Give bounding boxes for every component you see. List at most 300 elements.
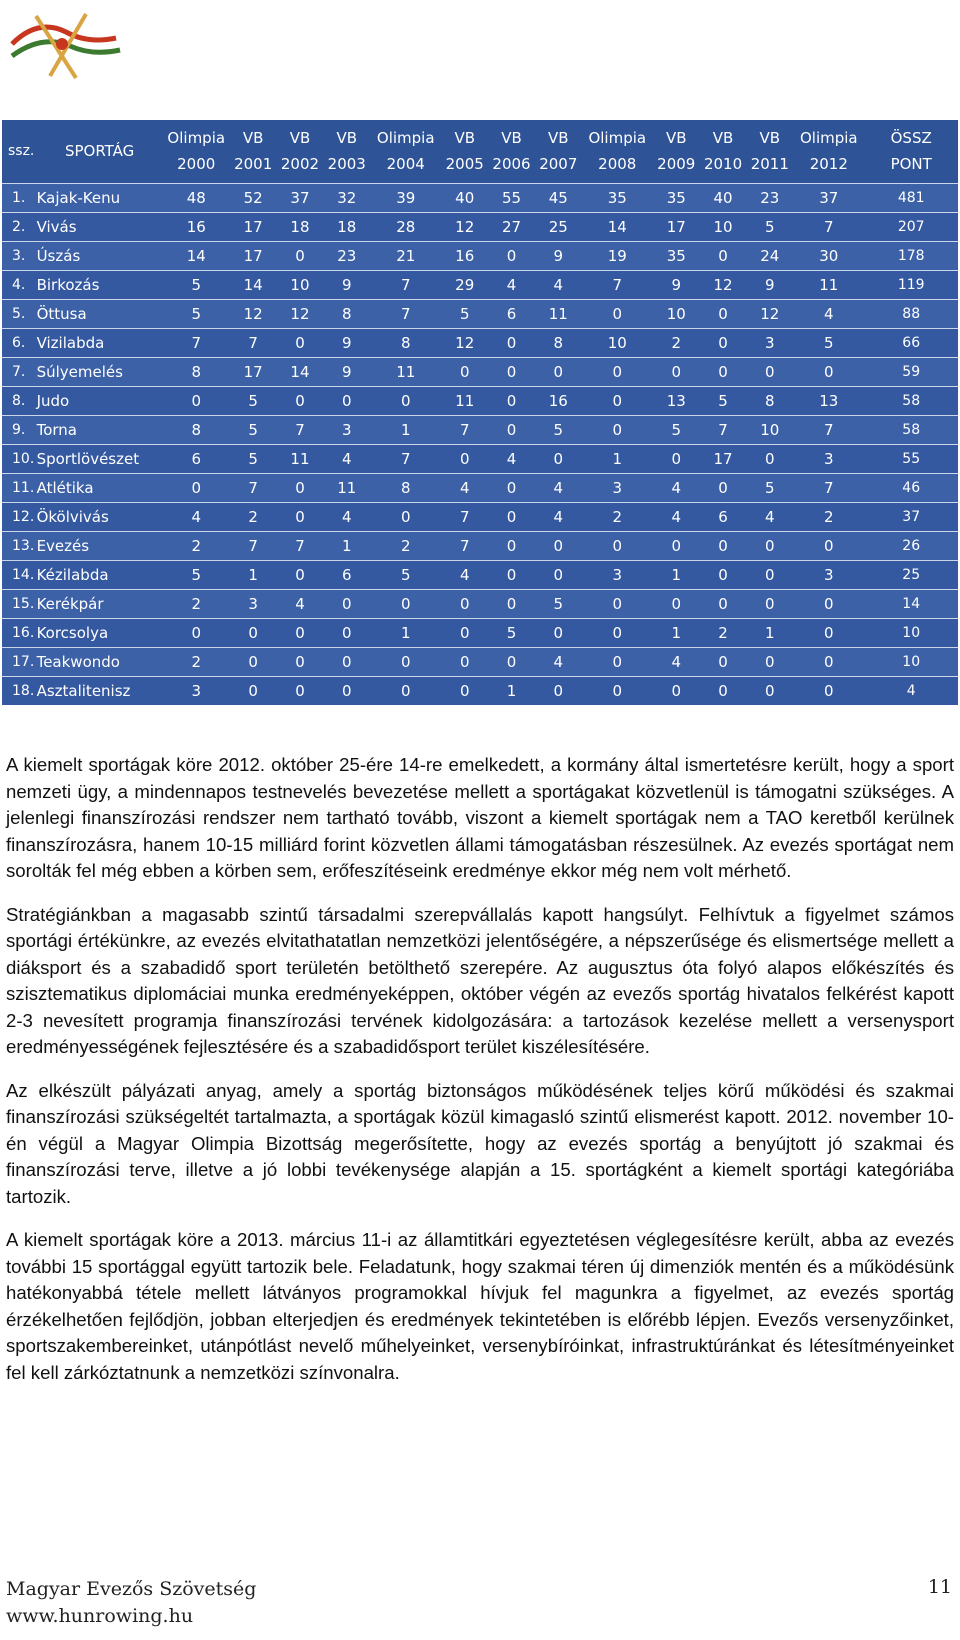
row-value: 11 (290, 449, 310, 468)
row-value: 40 (713, 188, 733, 207)
row-value: 3 (824, 565, 834, 584)
row-value: 0 (718, 304, 728, 323)
row-value: 0 (506, 507, 517, 526)
row-value: 6 (506, 304, 517, 323)
row-total: 481 (897, 189, 925, 206)
row-value: 2 (824, 507, 834, 526)
row-sport-name: Kajak-Kenu (36, 188, 121, 207)
row-value: 9 (341, 362, 352, 381)
header-column (370, 120, 441, 183)
row-value: 11 (337, 478, 357, 497)
row-value: 1 (506, 681, 517, 700)
row-value: 0 (506, 420, 517, 439)
row-value: 0 (295, 246, 305, 265)
row-value: 37 (819, 188, 839, 207)
row-value: 5 (191, 565, 202, 584)
row-value: 11 (819, 275, 839, 294)
row-value: 0 (824, 623, 834, 642)
header-column-line: VB (712, 129, 734, 148)
row-value: 27 (501, 217, 522, 236)
row-value: 24 (760, 246, 780, 265)
row-value: 5 (553, 420, 564, 439)
row-value: 0 (341, 391, 352, 410)
header-column-line: Olimpia (376, 129, 435, 148)
row-value: 1 (765, 623, 775, 642)
row-value: 7 (191, 333, 202, 352)
row-value: 0 (765, 362, 775, 381)
row-total: 25 (902, 566, 921, 583)
row-total: 4 (906, 682, 916, 699)
row-value: 1 (341, 536, 352, 555)
header-column-line: ÖSSZ (890, 129, 932, 148)
row-value: 0 (553, 565, 564, 584)
row-value: 35 (607, 188, 627, 207)
row-value: 1 (400, 623, 411, 642)
row-rank: 4. (12, 276, 26, 293)
row-value: 0 (248, 623, 258, 642)
row-value: 18 (290, 217, 310, 236)
row-value: 25 (548, 217, 568, 236)
row-value: 0 (765, 594, 775, 613)
row-value: 0 (295, 507, 305, 526)
row-value: 39 (396, 188, 416, 207)
row-value: 4 (553, 507, 564, 526)
row-value: 0 (341, 681, 352, 700)
paragraph: Az elkészült pályázati anyag, amely a sportág biztonságos működésének teljes körű működési és szakmai finanszírozási szükségeltét tartalmazta, a sportágak közül kimagasló szintű elismerést kapott. 2012. november 10-én végül a Magyar Olimpia Bizottság megerősítette, hogy az evezés sportág a benyújtott jó szakmai és finanszírozási terve, illetve a jó lobbi tevékenysége alapján a 15. sportágként a kiemelt sportági kategóriába tartozik. (6, 1079, 954, 1207)
row-value: 0 (553, 681, 564, 700)
header-column (653, 120, 700, 183)
row-value: 18 (337, 217, 357, 236)
header-column-line: 2011 (750, 155, 789, 174)
row-value: 0 (718, 565, 728, 584)
row-value: 8 (341, 304, 352, 323)
row-value: 7 (295, 420, 305, 439)
table-row (2, 531, 958, 560)
table-row (2, 386, 958, 415)
header-sportag: SPORTÁG (64, 142, 135, 161)
row-value: 0 (295, 623, 305, 642)
row-value: 0 (400, 507, 411, 526)
row-value: 17 (666, 217, 686, 236)
row-value: 9 (671, 275, 682, 294)
row-value: 12 (243, 304, 263, 323)
header-column-line: 2012 (809, 155, 848, 174)
row-value: 0 (671, 362, 682, 381)
row-value: 0 (718, 362, 728, 381)
header-column-line: 2010 (703, 155, 743, 174)
row-rank: 7. (12, 363, 26, 380)
row-value: 55 (501, 188, 522, 207)
row-value: 4 (341, 507, 352, 526)
row-value: 7 (612, 275, 623, 294)
row-value: 4 (824, 304, 834, 323)
header-column (535, 120, 582, 183)
row-value: 0 (612, 594, 623, 613)
row-value: 13 (819, 391, 839, 410)
row-value: 14 (290, 362, 310, 381)
table-row (2, 589, 958, 618)
row-value: 12 (455, 333, 475, 352)
row-total: 66 (902, 334, 921, 351)
row-value: 4 (671, 507, 682, 526)
row-value: 9 (765, 275, 775, 294)
row-value: 0 (341, 594, 352, 613)
row-sport-name: Birkozás (36, 275, 100, 294)
row-value: 0 (295, 565, 305, 584)
row-value: 10 (666, 304, 686, 323)
row-value: 12 (713, 275, 733, 294)
row-value: 13 (666, 391, 686, 410)
row-value: 4 (459, 478, 470, 497)
row-value: 1 (671, 565, 682, 584)
row-value: 0 (341, 652, 352, 671)
row-value: 0 (506, 362, 517, 381)
row-value: 1 (612, 449, 623, 468)
row-value: 40 (455, 188, 475, 207)
row-value: 1 (400, 420, 411, 439)
row-value: 0 (553, 449, 564, 468)
row-value: 0 (765, 681, 775, 700)
row-value: 2 (671, 333, 682, 352)
row-value: 0 (671, 681, 682, 700)
header-column (441, 120, 488, 183)
header-column-line: Olimpia (588, 129, 647, 148)
row-value: 35 (666, 246, 686, 265)
header-column-line: VB (454, 129, 475, 148)
row-value: 4 (506, 449, 517, 468)
row-value: 23 (760, 188, 780, 207)
row-rank: 12. (12, 508, 35, 525)
row-value: 4 (553, 652, 564, 671)
table-row (2, 357, 958, 386)
row-value: 0 (671, 536, 682, 555)
header-column-line: VB (548, 129, 569, 148)
row-rank: 14. (12, 566, 35, 583)
row-sport-name: Sportlövészet (36, 449, 140, 468)
row-value: 8 (765, 391, 775, 410)
row-value: 4 (295, 594, 305, 613)
row-value: 5 (824, 333, 834, 352)
row-value: 8 (191, 362, 202, 381)
table-row (2, 676, 958, 705)
row-value: 14 (243, 275, 263, 294)
row-value: 9 (341, 275, 352, 294)
row-value: 3 (765, 333, 775, 352)
row-value: 0 (459, 652, 470, 671)
row-value: 0 (612, 536, 623, 555)
row-value: 11 (396, 362, 416, 381)
row-value: 17 (243, 217, 263, 236)
row-value: 0 (824, 681, 834, 700)
row-value: 8 (400, 478, 411, 497)
row-value: 0 (718, 478, 728, 497)
row-value: 4 (553, 478, 564, 497)
row-value: 0 (295, 681, 305, 700)
row-value: 10 (290, 275, 310, 294)
row-value: 0 (612, 623, 623, 642)
row-total: 178 (897, 247, 925, 264)
row-value: 0 (295, 652, 305, 671)
row-value: 37 (290, 188, 310, 207)
row-sport-name: Teakwondo (36, 652, 120, 671)
sport-ranking-table-container (2, 120, 958, 705)
row-value: 0 (191, 623, 202, 642)
table-row (2, 618, 958, 647)
row-value: 0 (718, 333, 728, 352)
row-value: 0 (765, 565, 775, 584)
header-column-line: 2009 (657, 155, 696, 174)
row-value: 2 (248, 507, 258, 526)
row-value: 3 (191, 681, 202, 700)
row-value: 17 (713, 449, 733, 468)
table-row (2, 444, 958, 473)
row-total: 26 (902, 537, 921, 554)
row-value: 7 (459, 420, 470, 439)
row-value: 5 (718, 391, 728, 410)
row-value: 4 (191, 507, 202, 526)
row-value: 7 (459, 536, 470, 555)
row-total: 10 (902, 653, 921, 670)
table-row (2, 647, 958, 676)
header-column-line: 2003 (327, 155, 366, 174)
table-row (2, 212, 958, 241)
table-row (2, 299, 958, 328)
row-value: 3 (612, 565, 623, 584)
row-value: 0 (506, 478, 517, 497)
row-rank: 17. (12, 653, 35, 670)
header-column-line: PONT (890, 155, 932, 174)
row-rank: 3. (12, 247, 26, 264)
row-value: 3 (612, 478, 623, 497)
table-row (2, 560, 958, 589)
row-value: 0 (612, 304, 623, 323)
row-value: 32 (337, 188, 357, 207)
row-value: 0 (459, 623, 470, 642)
table-header-row (2, 120, 958, 183)
row-value: 0 (612, 652, 623, 671)
row-value: 7 (824, 420, 834, 439)
row-value: 7 (400, 275, 411, 294)
row-value: 5 (191, 304, 202, 323)
header-column (323, 120, 370, 183)
row-value: 1 (671, 623, 682, 642)
row-value: 7 (400, 304, 411, 323)
row-value: 48 (186, 188, 206, 207)
row-value: 0 (295, 333, 305, 352)
row-value: 5 (191, 275, 202, 294)
row-value: 0 (612, 362, 623, 381)
row-value: 6 (718, 507, 728, 526)
header-column-line: 2006 (492, 155, 531, 174)
header-column (864, 120, 958, 183)
row-value: 45 (548, 188, 568, 207)
row-rank: 9. (12, 421, 26, 438)
row-value: 10 (760, 420, 780, 439)
row-value: 12 (290, 304, 310, 323)
header-column-line: VB (759, 129, 781, 148)
row-value: 0 (506, 652, 517, 671)
row-value: 5 (400, 565, 411, 584)
row-value: 0 (671, 594, 682, 613)
table-row (2, 502, 958, 531)
row-rank: 1. (12, 189, 26, 206)
row-value: 7 (248, 478, 258, 497)
row-value: 0 (824, 594, 834, 613)
row-value: 5 (765, 478, 775, 497)
row-value: 5 (671, 420, 682, 439)
row-total: 37 (902, 508, 921, 525)
table-row (2, 183, 958, 212)
row-sport-name: Súlyemelés (36, 362, 123, 381)
row-value: 0 (295, 391, 305, 410)
footer (6, 1576, 256, 1630)
header-column-line: 2000 (177, 155, 216, 174)
row-value: 8 (191, 420, 202, 439)
header-column-line: VB (665, 129, 687, 148)
table-row (2, 473, 958, 502)
row-rank: 11. (12, 479, 35, 496)
header-column (582, 120, 653, 183)
row-value: 7 (295, 536, 305, 555)
row-value: 0 (824, 362, 834, 381)
row-sport-name: Asztalitenisz (36, 681, 131, 700)
row-value: 0 (612, 391, 623, 410)
header-column-line: 2001 (234, 155, 273, 174)
row-total: 10 (902, 624, 921, 641)
row-value: 0 (506, 565, 517, 584)
row-value: 4 (553, 275, 564, 294)
row-sport-name: Kerékpár (36, 594, 104, 613)
row-value: 0 (400, 391, 411, 410)
header-column (488, 120, 535, 183)
row-value: 5 (553, 594, 564, 613)
header-column-line: Olimpia (167, 129, 226, 148)
header-column-line: 2008 (598, 155, 637, 174)
row-sport-name: Korcsolya (36, 623, 109, 642)
row-sport-name: Ökölvivás (36, 507, 109, 526)
row-rank: 8. (12, 392, 26, 409)
row-value: 0 (191, 478, 202, 497)
row-value: 0 (459, 594, 470, 613)
row-value: 5 (248, 391, 258, 410)
row-value: 0 (459, 681, 470, 700)
row-total: 119 (897, 276, 925, 293)
header-column (793, 120, 864, 183)
row-value: 9 (553, 246, 564, 265)
row-value: 16 (548, 391, 568, 410)
page-number: 11 (927, 1576, 952, 1598)
table-body (2, 183, 958, 705)
row-value: 0 (248, 652, 258, 671)
header-column-line: 2002 (280, 155, 320, 174)
row-total: 55 (902, 450, 921, 467)
row-value: 35 (666, 188, 686, 207)
row-sport-name: Vizilabda (36, 333, 105, 352)
row-value: 5 (765, 217, 775, 236)
paragraph: A kiemelt sportágak köre 2012. október 25-ére 14-re emelkedett, a kormány által ismertetésre került, hogy a sport nemzeti ügy, a mindennapos testnevelés bevezetése mellett a sportágakat közvetlenül is támogatni szükséges. A jelenlegi finanszírozási rendszer nem tartható tovább, viszont a kiemelt sportágak nem a TAO keretből kerülnek finanszírozásra, hanem 10-15 milliárd forint közvetlen állami támogatásban részesülnek. Az evezés sportágat nem sorolták fel még ebben a körben sem, erőfeszítéseink eredménye ekkor még nem volt mérhető. (6, 754, 954, 881)
row-total: 14 (902, 595, 921, 612)
header-column-line: VB (289, 129, 311, 148)
row-value: 0 (506, 391, 517, 410)
header-column (163, 120, 230, 183)
row-value: 0 (824, 652, 834, 671)
row-value: 7 (824, 217, 834, 236)
row-value: 12 (760, 304, 780, 323)
row-value: 0 (824, 536, 834, 555)
header-column-line: 2007 (539, 155, 578, 174)
header-ssz: ssz. (8, 143, 35, 160)
row-value: 2 (612, 507, 623, 526)
row-sport-name: Úszás (36, 246, 81, 265)
row-value: 8 (400, 333, 411, 352)
row-value: 0 (191, 391, 202, 410)
row-value: 11 (455, 391, 475, 410)
row-value: 0 (553, 362, 564, 381)
row-value: 6 (341, 565, 352, 584)
header-column-line: Olimpia (799, 129, 858, 148)
row-value: 0 (295, 478, 305, 497)
row-value: 17 (243, 246, 263, 265)
row-value: 0 (765, 536, 775, 555)
row-value: 6 (191, 449, 202, 468)
row-rank: 5. (12, 305, 26, 322)
row-rank: 10. (12, 450, 35, 467)
row-total: 59 (902, 363, 921, 380)
row-value: 2 (191, 652, 202, 671)
row-value: 5 (459, 304, 470, 323)
row-value: 5 (506, 623, 517, 642)
footer-url[interactable]: www.hunrowing.hu (6, 1605, 194, 1627)
row-value: 11 (548, 304, 568, 323)
row-value: 0 (459, 449, 470, 468)
row-value: 2 (400, 536, 411, 555)
body-text (6, 752, 954, 1403)
row-sport-name: Evezés (36, 536, 90, 555)
row-value: 0 (718, 594, 728, 613)
row-value: 0 (553, 623, 564, 642)
paragraph: A kiemelt sportágak köre a 2013. március 11-i az államtitkári egyeztetésen véglegesítésre került, abba az evezés további 15 sportággal együtt tartozik bele. Feladatunk, hogy szakmai téren új dimenziók mentén és a működésünk hatékonyabbá tétele mellett látványos programokkal hívjuk fel magunkra a figyelmet, az evezés sportág érzékelhetően fejlődjön, jobban elterjedjen és eredmények tekintetében is előrébb lépjen. Evezős versenyzőinket, sportszakembereinket, utánpótlást nevelő műhelyeinket, versenybíróinkat, infrastruktúránkat és létesítményeinket fel kell zárkóztatnunk a nemzetközi színvonalra. (6, 1229, 954, 1383)
row-value: 7 (248, 333, 258, 352)
row-value: 12 (455, 217, 475, 236)
row-value: 4 (765, 507, 775, 526)
row-value: 30 (819, 246, 839, 265)
header-column (746, 120, 793, 183)
row-value: 0 (718, 246, 728, 265)
row-value: 0 (765, 449, 775, 468)
row-value: 0 (248, 681, 258, 700)
row-value: 0 (612, 681, 623, 700)
row-value: 14 (186, 246, 206, 265)
row-value: 16 (455, 246, 475, 265)
row-sport-name: Torna (36, 420, 77, 439)
footer-org: Magyar Evezős Szövetség (6, 1578, 257, 1600)
row-value: 0 (718, 652, 728, 671)
row-total: 207 (897, 218, 925, 235)
row-sport-name: Öttusa (36, 304, 87, 323)
row-total: 88 (902, 305, 921, 322)
row-value: 5 (248, 420, 258, 439)
row-value: 0 (671, 449, 682, 468)
row-value: 8 (553, 333, 564, 352)
row-sport-name: Atlétika (36, 478, 94, 497)
table-row (2, 415, 958, 444)
row-value: 0 (612, 420, 623, 439)
row-value: 7 (248, 536, 258, 555)
row-rank: 13. (12, 537, 35, 554)
row-value: 0 (506, 594, 517, 613)
row-rank: 2. (12, 218, 26, 235)
row-value: 5 (248, 449, 258, 468)
